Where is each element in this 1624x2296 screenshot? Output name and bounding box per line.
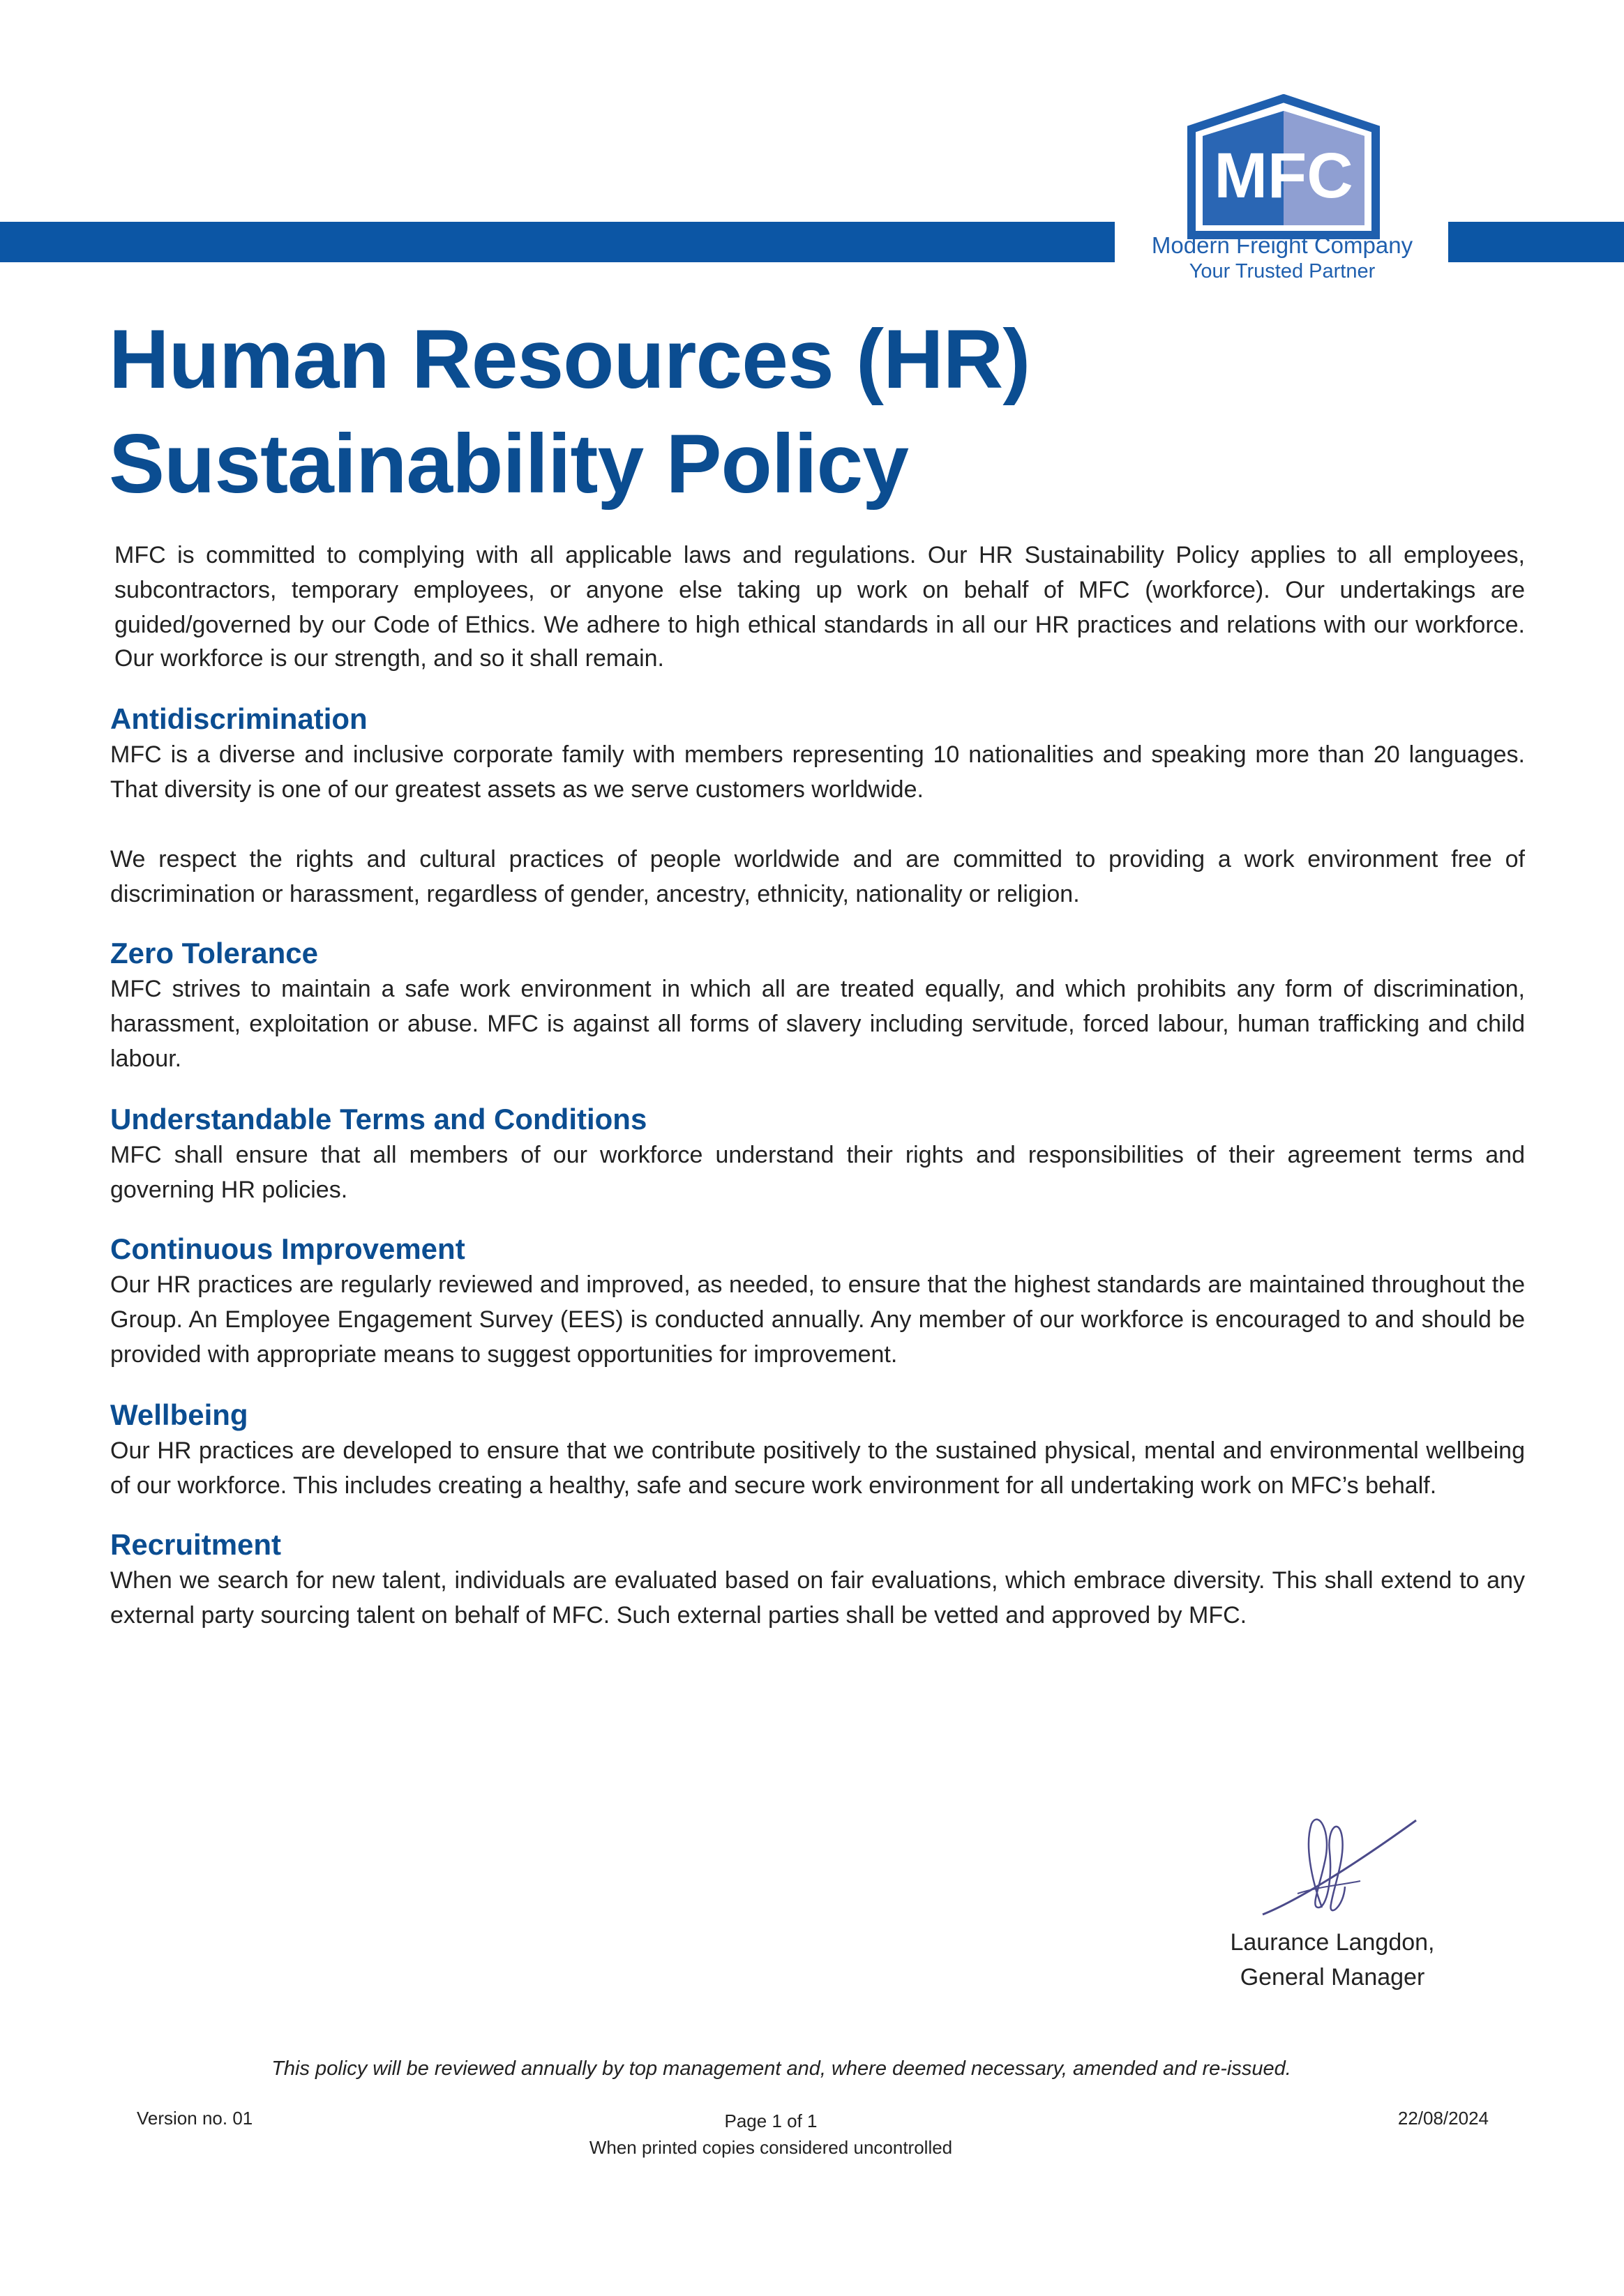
footer-copy-note: When printed copies considered uncontrolled [589, 2137, 953, 2158]
signatory [1186, 1925, 1479, 1995]
section-heading-terms-conditions: Understandable Terms and Conditions [110, 1103, 647, 1136]
section-paragraph: MFC strives to maintain a safe work environment in which all are treated equally, and which prohibits any form of discrimination, harassment, exploitation or abuse. MFC is against all forms of slavery including servitude, forced labour, human trafficking and child labour. [110, 976, 1525, 1072]
section-heading-zero-tolerance: Zero Tolerance [110, 938, 318, 971]
section-paragraph: We respect the rights and cultural practices of people worldwide and are committed to providing a work environment free of discrimination or harassment, regardless of gender, ancestry, ethnicity, nationality or religion. [110, 845, 1525, 907]
signatory-role: General Manager [1240, 1964, 1425, 1991]
section-heading-recruitment: Recruitment [110, 1530, 282, 1562]
page-title: Human Resources (HR) Sustainability Policy [109, 312, 1030, 511]
footer-date: 22/08/2024 [1397, 2108, 1489, 2129]
section-paragraph: MFC is a diverse and inclusive corporate family with members representing 10 nationalities and speaking more than 20 languages. That diversity is one of our greatest assets as we serve customers worldwide. [110, 741, 1525, 803]
section-paragraph: Our HR practices are regularly reviewed and improved, as needed, to ensure that the highest standards are maintained throughout the Group. An Employee Engagement Survey (EES) is conducted annually. Any member of our workforce is encouraged to and should be provided with appropriate means to suggest opportunities for improvement. [110, 1271, 1525, 1368]
section-paragraph: MFC shall ensure that all members of our workforce understand their rights and responsibilities of their agreement terms and governing HR policies. [110, 1141, 1525, 1203]
mfc-logo [1179, 94, 1388, 248]
review-note: This policy will be reviewed annually by top management and, where deemed necessary, amended and re-issued. [271, 2057, 1291, 2080]
header-band-left [0, 222, 1115, 262]
logo-text [1116, 232, 1448, 283]
section-heading-wellbeing: Wellbeing [110, 1399, 248, 1432]
signatory-name: Laurance Langdon, [1230, 1929, 1435, 1956]
intro-paragraph: MFC is committed to complying with all applicable laws and regulations. Our HR Sustainability Policy applies to all employees, subcontractors, temporary employees, or anyone else taking up work on behalf of MFC (workforce). Our undertakings are guided/governed by our Code of Ethics. We adhere to high ethical standards in all our HR practices and relations with our workforce. Our workforce is our strength, and so it shall remain. [114, 542, 1525, 672]
logo-mark: MFC [1214, 140, 1353, 211]
footer-version: Version no. 01 [137, 2108, 253, 2129]
section-heading-antidiscrimination: Antidiscrimination [110, 704, 368, 737]
footer-page-number: Page 1 of 1 [724, 2110, 818, 2131]
policy-body [110, 539, 1525, 1634]
signature-image [1256, 1803, 1423, 1925]
section-heading-continuous-improvement: Continuous Improvement [110, 1234, 465, 1267]
footer-page-block [0, 2108, 1542, 2161]
company-tagline: Your Trusted Partner [1189, 260, 1376, 282]
section-paragraph: When we search for new talent, individuals are evaluated based on fair evaluations, which embrace diversity. This shall extend to any external party sourcing talent on behalf of MFC. Such external parties shall be vetted and approved by MFC. [110, 1567, 1525, 1629]
header-band-right [1448, 222, 1624, 262]
section-paragraph: Our HR practices are developed to ensure that we contribute positively to the sustained physical, mental and environmental wellbeing of our workforce. This includes creating a healthy, safe and secure work environment for all undertaking work on MFC’s behalf. [110, 1437, 1525, 1499]
company-name: Modern Freight Company [1151, 232, 1413, 258]
